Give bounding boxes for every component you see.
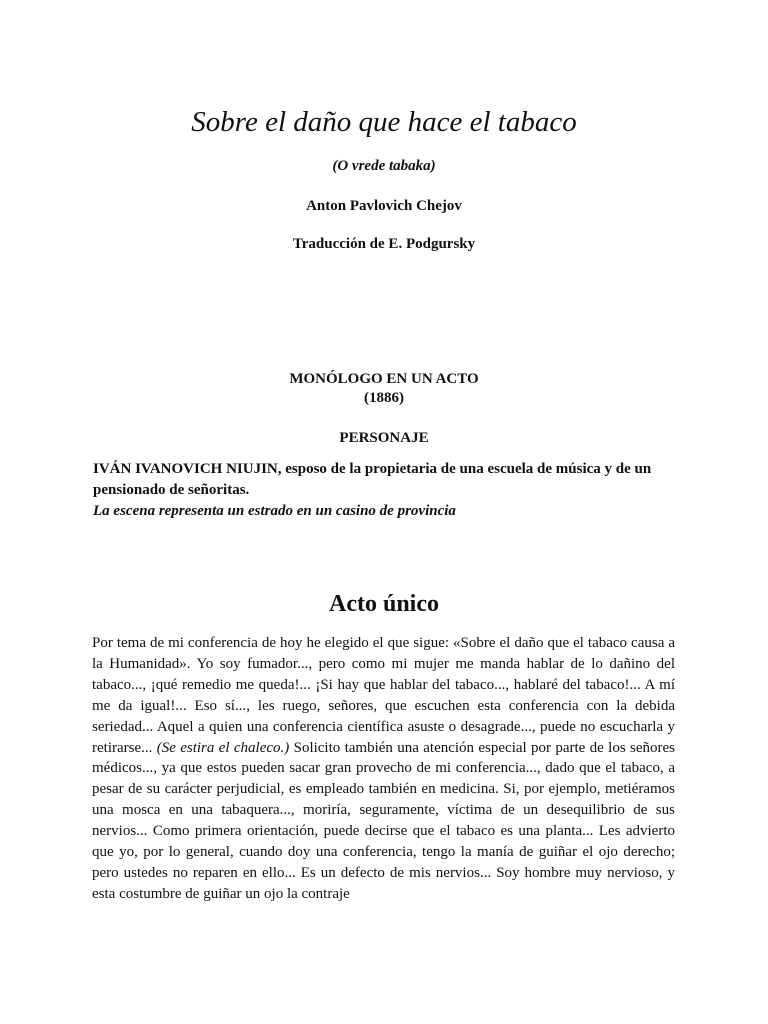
document-title: Sobre el daño que hace el tabaco bbox=[191, 106, 577, 138]
personaje-block bbox=[93, 459, 675, 522]
genre-label: MONÓLOGO EN UN ACTO bbox=[289, 371, 479, 387]
translator-credit: Traducción de E. Podgursky bbox=[292, 236, 476, 252]
personaje-heading: PERSONAJE bbox=[339, 430, 429, 446]
year-label: (1886) bbox=[364, 390, 404, 406]
stage-direction: (Se estira el chaleco.) bbox=[156, 739, 290, 756]
author-name: Anton Pavlovich Chejov bbox=[306, 198, 462, 214]
monologue-paragraph bbox=[92, 633, 675, 905]
genre-block bbox=[0, 370, 768, 408]
scene-description: La escena representa un estrado en un casino de provincia bbox=[93, 503, 456, 519]
paragraph-text-2: Solicito también una atención especial por parte de los señores médicos..., ya que estos pueden sacar gran provecho de mi conferencia..., dado que el tabaco, a pesar de su carácter perjudicial, es empleado también en medicina. Si, por ejemplo, metiéramos una mosca en una tabaquera..., moriría, seguramente, víctima de un desequilibrio de sus nervios... Como primera orientación, puede decirse que el tabaco es una planta... Les advierto que yo, por lo general, cuando doy una conferencia, tengo la manía de guiñar el ojo derecho; pero ustedes no reparen en ello... Es un defecto de mis nervios... Soy hombre muy nervioso, y esta costumbre de guiñar un ojo la contraje bbox=[92, 739, 675, 902]
original-title: (O vrede tabaka) bbox=[332, 158, 436, 174]
paragraph-text-1: Por tema de mi conferencia de hoy he elegido el que sigue: «Sobre el daño que el tabaco causa a la Humanidad». Yo soy fumador..., pero como mi mujer me manda hablar de lo dañino del tabaco..., ¡qué remedio me queda!... ¡Si hay que hablar del tabaco..., hablaré del tabaco!... A mí me da igual!... Eso sí..., les ruego, señores, que escuchen esta conferencia con la debida seriedad... Aquel a quien una conferencia científica asuste o desagrade..., puede no escucharla y retirarse... bbox=[92, 635, 675, 756]
personaje-description: IVÁN IVANOVICH NIUJIN, esposo de la propietaria de una escuela de música y de un pensionado de señoritas. bbox=[93, 461, 652, 498]
act-heading: Acto único bbox=[329, 591, 439, 617]
